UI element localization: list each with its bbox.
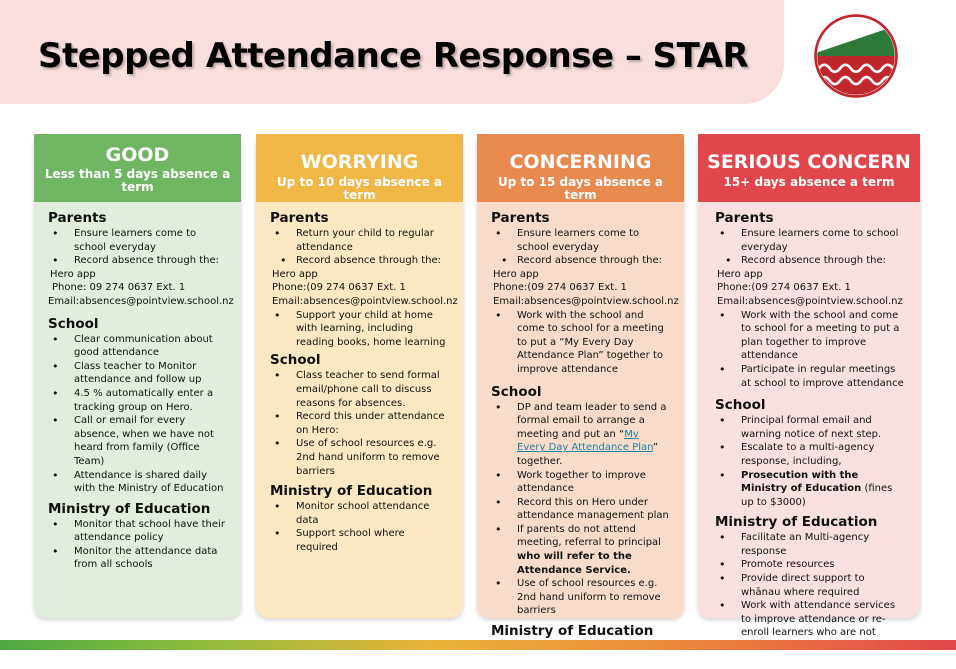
list-item: • Monitor that school have their attendance policy: [48, 518, 227, 545]
dp-text-end: ” together.: [517, 442, 659, 467]
card-serious-concern: [698, 134, 920, 639]
hero-app-text: Hero app: [50, 268, 96, 280]
refer-bold-text: who will refer to the Attendance Service.: [517, 551, 632, 576]
school-logo-icon: [812, 12, 900, 100]
moe-heading: Ministry of Education: [48, 500, 211, 517]
list-item: • Return your child to regular attendance: [270, 227, 449, 254]
list-item: • Clear communication about good attendance: [48, 333, 227, 360]
list-item: • Support your child at home with learning, including reading books, home learning: [270, 309, 449, 350]
list-item: • Attendance is shared daily with the Ministry of Education: [48, 469, 227, 496]
list-item: • Record absence through the:: [491, 254, 670, 268]
card-concerning-header: [477, 134, 684, 202]
card-worrying: [256, 134, 463, 618]
list-item: • Ensure learners come to school everyday: [48, 227, 227, 254]
page-title: Stepped Attendance Response – STAR: [38, 36, 749, 76]
list-item: • Work with attendance services to improve attendance or re-enroll learners who are not: [715, 599, 906, 653]
card-good-header: [34, 134, 241, 202]
attendance-plan-link[interactable]: My Every Day Attendance Plan: [517, 428, 653, 454]
moe-heading: Ministry of Education: [715, 514, 878, 531]
list-item: • Record this on Hero under attendance management plan: [491, 496, 670, 523]
card-good: [34, 134, 241, 618]
list-item: • Facilitate an Multi-agency response: [715, 531, 906, 558]
list-item: • Principal formal email and warning notice of next step.: [715, 414, 906, 441]
parents-heading: Parents: [491, 210, 550, 226]
card-concerning-level: CONCERNING: [509, 151, 652, 173]
list-item: • Class teacher to send formal email/phone call to discuss reasons for absences.: [270, 369, 449, 410]
list-item: • Class teacher to Monitor attendance and follow up: [48, 360, 227, 387]
list-item: [491, 401, 670, 469]
phone-text: Phone: 09 274 0637 Ext. 1: [52, 282, 186, 294]
school-heading: School: [715, 397, 766, 414]
list-item: • Record absence through the:: [715, 254, 906, 268]
list-item: • Monitor school attendance data: [270, 500, 449, 527]
dp-text: DP and team leader to send a formal email to arrange a meeting and put an “: [517, 401, 667, 440]
phone-text: Phone:(09 274 0637 Ext. 1: [493, 282, 627, 294]
card-good-level: GOOD: [105, 144, 170, 166]
school-heading: School: [270, 352, 321, 369]
list-item: • Monitor the attendance data from all schools: [48, 545, 227, 572]
list-item: • Ensure learners come to school everyday: [491, 227, 670, 254]
email-text: Email:absences@pointview.school.nz: [272, 295, 458, 307]
list-item: [715, 469, 906, 510]
list-item: • Support school where required: [270, 527, 449, 554]
parents-heading: Parents: [270, 210, 329, 226]
list-item: • 4.5 % automatically enter a tracking group on Hero.: [48, 387, 227, 414]
list-item: • Escalate to a multi-agency response, including,: [715, 441, 906, 468]
refer-text: If parents do not attend meeting, referral to principal: [517, 523, 661, 549]
card-serious-level: SERIOUS CONCERN: [707, 151, 911, 173]
list-item: • Call or email for every absence, when we have not heard from family (Office Team): [48, 414, 227, 468]
school-heading: School: [491, 383, 542, 400]
card-good-subtitle: Less than 5 days absence a term: [44, 167, 231, 194]
email-text: Email:absences@pointview.school.nz: [493, 295, 679, 307]
list-item: • Record absence through the:: [270, 254, 449, 268]
list-item: • Work with the school and come to school for a meeting to put a plan together to improve attendance: [715, 309, 906, 363]
moe-heading: Ministry of Education: [491, 623, 654, 640]
list-item: • Participate in regular meetings at school to improve attendance: [715, 363, 906, 390]
phone-text: Phone:(09 274 0637 Ext. 1: [272, 282, 406, 294]
phone-text: Phone:(09 274 0637 Ext. 1: [717, 282, 851, 294]
hero-app-text: Hero app: [493, 268, 539, 280]
card-concerning-subtitle: Up to 15 days absence a term: [497, 175, 664, 202]
email-text: Email:absences@pointview.school.nz: [48, 295, 234, 307]
list-item: • Work together to improve attendance: [491, 469, 670, 496]
list-item: • Use of school resources e.g. 2nd hand uniform to remove barriers: [270, 437, 449, 478]
parents-heading: Parents: [48, 210, 107, 226]
email-text: Email:absences@pointview.school.nz: [717, 295, 903, 307]
hero-app-text: Hero app: [272, 268, 318, 280]
list-item: • Record this under attendance on Hero:: [270, 410, 449, 437]
card-worrying-level: WORRYING: [300, 151, 419, 173]
hero-app-text: Hero app: [717, 268, 763, 280]
list-item: • Work with the school and come to school for a meeting to put a “My Every Day Attendance Plan” together to improve attendance: [491, 309, 670, 377]
moe-heading: Ministry of Education: [270, 483, 433, 500]
list-item: • Record absence through the:: [48, 254, 227, 268]
list-item: [491, 523, 670, 577]
parents-heading: Parents: [715, 210, 774, 226]
list-item: • Promote resources: [715, 558, 906, 572]
list-item: • Ensure learners come to school everyday: [715, 227, 906, 254]
list-item: • Use of school resources e.g. 2nd hand uniform to remove barriers: [491, 577, 670, 618]
school-heading: School: [48, 315, 99, 332]
list-item: • Provide direct support to whānau where required: [715, 572, 906, 599]
card-serious-subtitle: 15+ days absence a term: [723, 175, 895, 189]
card-worrying-header: [256, 134, 463, 202]
card-concerning: [477, 134, 684, 640]
card-worrying-subtitle: Up to 10 days absence a term: [276, 175, 443, 202]
fines-text: (fines up to $3000): [741, 483, 893, 508]
card-serious-header: [698, 134, 920, 202]
prosecution-bold-text: Prosecution with the Ministry of Education: [741, 469, 862, 495]
footer-gradient-bar: [0, 640, 956, 650]
